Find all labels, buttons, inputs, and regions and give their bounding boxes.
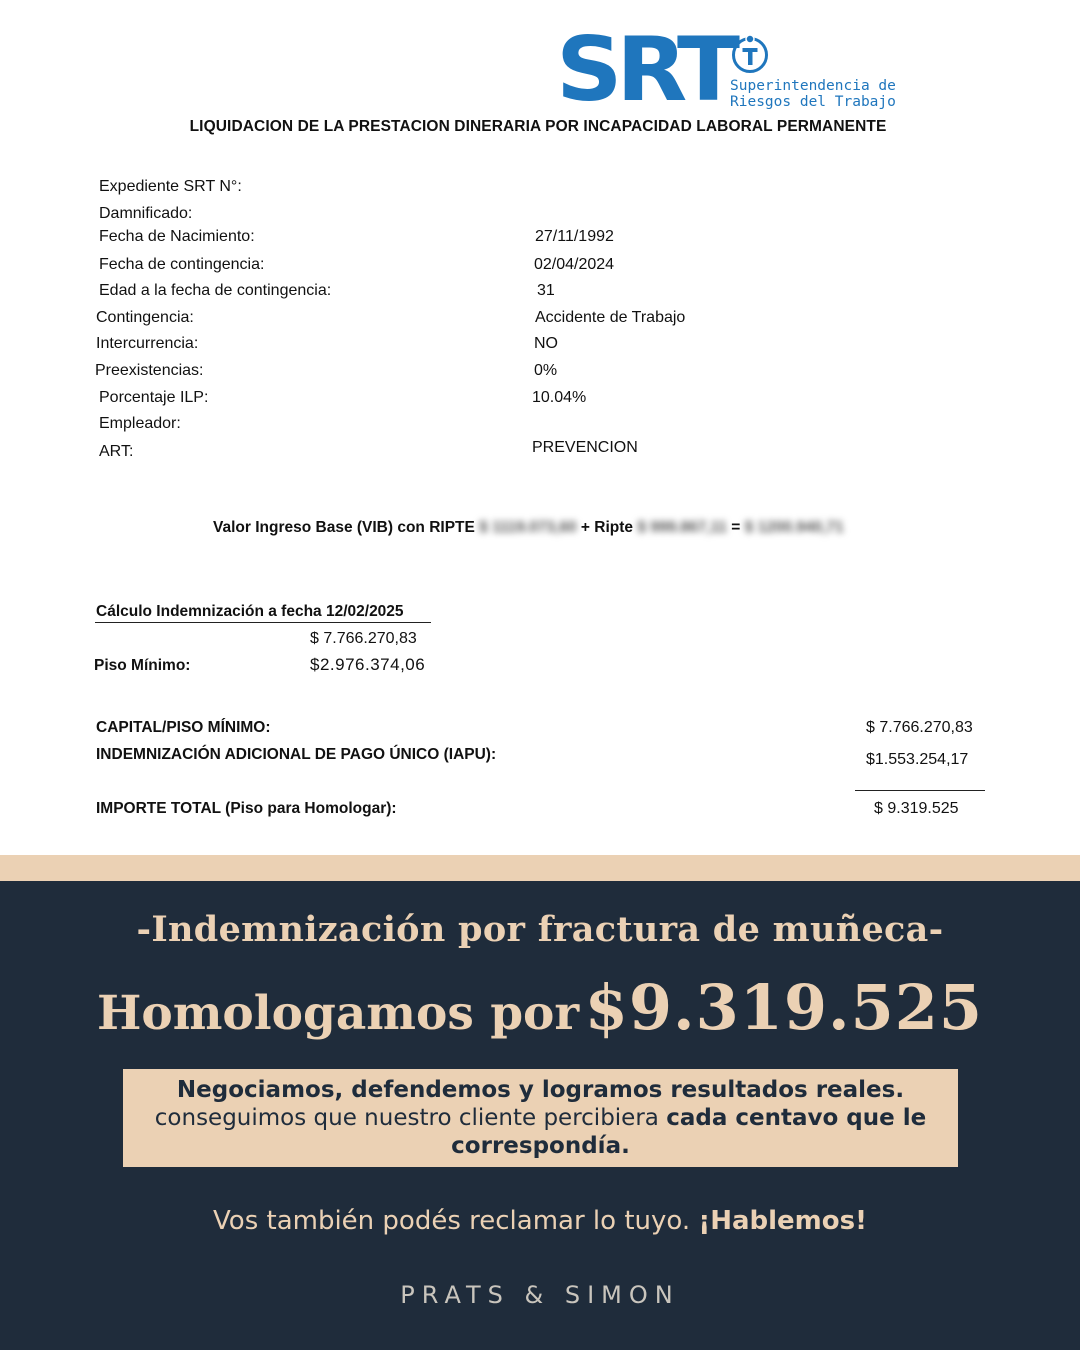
calc-heading: Cálculo Indemnización a fecha 12/02/2025 — [96, 603, 404, 620]
promo-subtitle: -Indemnización por fractura de muñeca- — [136, 909, 944, 950]
total-value: $ 9.319.525 — [874, 800, 959, 817]
box-line-1: Negociamos, defendemos y logramos resultados reales. — [176, 1077, 905, 1103]
iapu-value: $1.553.254,17 — [866, 751, 969, 768]
field-value-intercurrencia: NO — [534, 335, 558, 352]
box-line-3: correspondía. — [451, 1133, 630, 1159]
logo-wordmark: SRT — [556, 18, 734, 121]
capital-value: $ 7.766.270,83 — [866, 719, 973, 736]
field-label-porcentaje-ilp: Porcentaje ILP: — [99, 389, 209, 406]
field-label-fecha-nacimiento: Fecha de Nacimiento: — [99, 228, 255, 245]
capital-label: CAPITAL/PISO MÍNIMO: — [96, 719, 271, 736]
vib-plus-ripte: + Ripte — [580, 519, 633, 536]
calc-heading-underline — [95, 622, 431, 623]
field-label-intercurrencia: Intercurrencia: — [96, 335, 199, 352]
field-value-preexistencias: 0% — [534, 362, 558, 379]
promo-headline — [0, 971, 1080, 1044]
brand-wordmark: PRATS & SIMON — [400, 1281, 680, 1309]
iapu-label: INDEMNIZACIÓN ADICIONAL DE PAGO ÚNICO (IAPU): — [96, 746, 497, 763]
accent-stripe — [0, 855, 1080, 881]
field-label-empleador: Empleador: — [99, 415, 181, 432]
cta-normal: Vos también podés reclamar lo tuyo. — [213, 1206, 691, 1236]
field-value-fecha-nacimiento: 27/11/1992 — [535, 228, 614, 245]
field-label-fecha-contingencia: Fecha de contingencia: — [99, 256, 265, 273]
vib-row — [213, 519, 844, 537]
promo-message-box — [123, 1069, 958, 1167]
total-label: IMPORTE TOTAL (Piso para Homologar): — [96, 800, 397, 817]
box-line-2 — [123, 1104, 958, 1132]
vib-blurred-amount-1: $ 1119.073,60 — [479, 519, 577, 536]
piso-minimo-value: $2.976.374,06 — [310, 655, 426, 674]
headline-amount: $9.319.525 — [584, 971, 984, 1044]
field-label-contingencia: Contingencia: — [96, 309, 194, 326]
field-value-edad: 31 — [537, 282, 555, 299]
field-label-expediente: Expediente SRT N°: — [99, 178, 242, 195]
field-value-fecha-contingencia: 02/04/2024 — [534, 256, 615, 273]
promo-cta — [0, 1206, 1080, 1236]
calc-amount: $ 7.766.270,83 — [310, 630, 417, 647]
field-value-art: PREVENCION — [532, 439, 638, 456]
vib-blurred-amount-2: $ 999.867,11 — [637, 519, 727, 536]
box-line-2-normal: conseguimos que nuestro cliente percibiera — [154, 1105, 659, 1131]
vib-blurred-amount-3: $ 1200.940,71 — [744, 519, 844, 536]
field-value-porcentaje-ilp: 10.04% — [532, 389, 587, 406]
vib-equals: = — [731, 519, 741, 536]
piso-minimo-label: Piso Mínimo: — [94, 657, 191, 674]
logo-subtitle-line1: Superintendencia de — [730, 78, 896, 94]
field-label-damnificado: Damnificado: — [99, 205, 193, 222]
srt-logo — [556, 18, 896, 121]
field-label-art: ART: — [99, 443, 134, 460]
total-rule — [855, 790, 985, 791]
t-circle-icon — [730, 34, 770, 74]
field-value-contingencia: Accidente de Trabajo — [535, 309, 686, 326]
cta-bold: ¡Hablemos! — [698, 1206, 867, 1236]
logo-subtitle-line2: Riesgos del Trabajo — [730, 94, 896, 110]
promo-panel — [0, 881, 1080, 1350]
headline-prefix: Homologamos por — [96, 986, 580, 1041]
field-label-preexistencias: Preexistencias: — [95, 362, 204, 379]
document-title: LIQUIDACION DE LA PRESTACION DINERARIA POR INCAPACIDAD LABORAL PERMANENTE — [189, 118, 887, 135]
vib-label: Valor Ingreso Base (VIB) con RIPTE — [213, 519, 475, 536]
box-line-2-bold: cada centavo que le — [666, 1105, 927, 1131]
field-label-edad: Edad a la fecha de contingencia: — [99, 282, 332, 299]
